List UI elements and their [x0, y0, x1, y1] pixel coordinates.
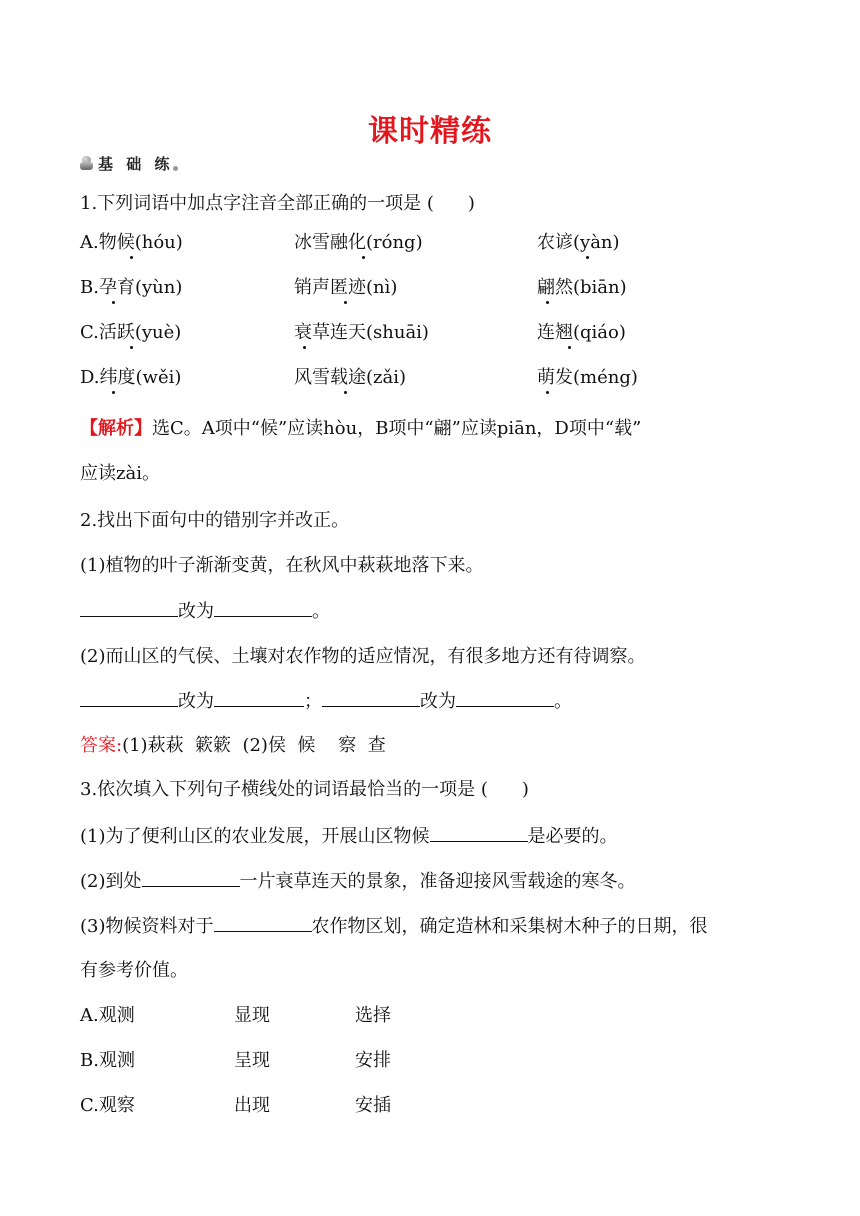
q1-analysis-line2: 应读zài。 [80, 463, 160, 484]
emphasis-dot [112, 301, 115, 304]
q1-option-d-col1: D.纬度(wěi) [80, 367, 182, 388]
q1-option-c-col2: 衰草连天(shuāi) [294, 322, 429, 343]
q2-sentence-2: (2)而山区的气侯、土壤对农作物的适应情况，有很多地方还有待调察。 [80, 646, 646, 667]
blank-line[interactable] [80, 690, 178, 707]
page-title: 课时精练 [368, 114, 492, 149]
emphasis-dot [362, 256, 365, 259]
blank-line[interactable] [430, 825, 528, 842]
q1-option-d-col3: 萌发(méng) [537, 367, 638, 388]
emphasis-dot [546, 391, 549, 394]
q2-answer: 答案:(1)萩萩 簌簌 (2)侯 候 察 查 [80, 735, 386, 756]
q3-sentence-2: (2)到处 一片衰草连天的景象，准备迎接风雪载途的寒冬。 [80, 871, 636, 892]
emphasis-dot [112, 391, 115, 394]
q1-option-a-col1: A.物候(hóu) [80, 232, 183, 253]
section-icon [80, 156, 94, 170]
q3-option-a-col1: A.观测 [80, 1005, 135, 1026]
blank-line[interactable] [80, 600, 178, 617]
q3-option-b-col1: B.观测 [80, 1050, 135, 1071]
blank-line[interactable] [214, 600, 312, 617]
q3-stem: 3.依次填入下列句子横线处的词语最恰当的一项是 ( ) [80, 779, 529, 800]
q2-stem: 2.找出下面句中的错别字并改正。 [80, 510, 350, 531]
q3-option-b-col3: 安排 [355, 1050, 391, 1071]
q3-option-c-col2: 出现 [234, 1095, 270, 1116]
emphasis-dot [344, 301, 347, 304]
emphasis-dot [586, 256, 589, 259]
q1-option-b-col1: B.孕育(yùn) [80, 277, 183, 298]
q1-option-a-col3: 农谚(yàn) [537, 232, 620, 253]
q3-sentence-3: (3)物候资料对于 农作物区划，确定造林和采集树木种子的日期，很 [80, 916, 708, 937]
q3-option-a-col3: 选择 [355, 1005, 391, 1026]
q2-fill-line-1: 改为 。 [80, 600, 330, 623]
q1-option-c-col3: 连翘(qiáo) [537, 322, 626, 343]
q3-option-b-col2: 呈现 [234, 1050, 270, 1071]
q1-option-a-col2: 冰雪融化(róng) [294, 232, 423, 253]
q2-sentence-1: (1)植物的叶子渐渐变黄，在秋风中萩萩地落下来。 [80, 555, 484, 576]
q1-stem: 1.下列词语中加点字注音全部正确的一项是 ( ) [80, 193, 475, 214]
q3-option-c-col3: 安插 [355, 1095, 391, 1116]
analysis-tag: 【解析】 [80, 418, 152, 439]
blank-line[interactable] [322, 690, 420, 707]
q3-sentence-1: (1)为了便利山区的农业发展，开展山区物候 是必要的。 [80, 826, 618, 847]
q1-option-d-col2: 风雪载途(zǎi) [294, 367, 407, 388]
blank-line[interactable] [214, 915, 312, 932]
emphasis-dot [344, 391, 347, 394]
q1-option-b-col2: 销声匿迹(nì) [294, 277, 398, 298]
emphasis-dot [568, 346, 571, 349]
emphasis-dot [130, 256, 133, 259]
blank-line[interactable] [214, 690, 304, 707]
blank-line[interactable] [456, 690, 554, 707]
answer-label: 答案: [80, 735, 123, 756]
q3-option-c-col1: C.观察 [80, 1095, 135, 1116]
q3-sentence-3-cont: 有参考价值。 [80, 960, 188, 981]
blank-line[interactable] [142, 870, 240, 887]
q1-option-c-col1: C.活跃(yuè) [80, 322, 182, 343]
q1-option-b-col3: 翩然(biān) [537, 277, 627, 298]
section-label: 基 础 练 [98, 154, 174, 173]
emphasis-dot [130, 346, 133, 349]
q3-option-a-col2: 显现 [234, 1005, 270, 1026]
q2-fill-line-2: 改为 ； 改为 。 [80, 690, 572, 713]
section-header [80, 152, 178, 174]
emphasis-dot [303, 346, 306, 349]
q1-analysis-line1: 【解析】选C。A项中“候”应读hòu，B项中“翩”应读piān，D项中“载” [80, 418, 642, 439]
emphasis-dot [546, 301, 549, 304]
section-dot [173, 166, 178, 171]
